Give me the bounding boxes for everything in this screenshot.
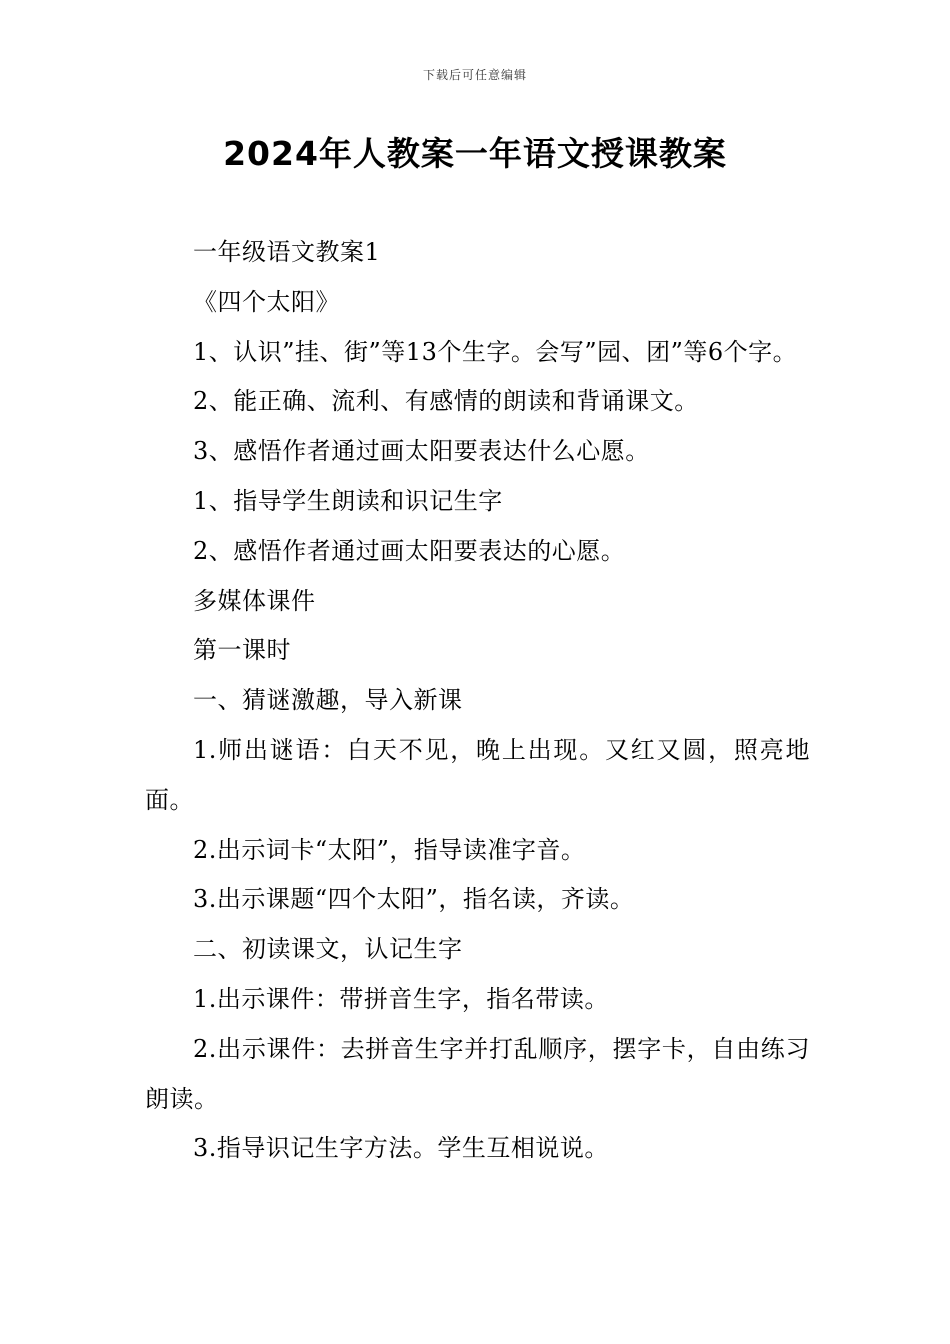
paragraph: 二、初读课文，认记生字: [193, 935, 463, 964]
paragraph: 1.师出谜语：白天不见，晚上出现。又红又圆，照亮地面。: [145, 735, 810, 814]
paragraph: 1、指导学生朗读和识记生字: [193, 486, 503, 515]
paragraph: 2.出示课件：去拼音生字并打乱顺序，摆字卡，自由练习朗读。: [145, 1034, 810, 1113]
paragraph: 一、猜谜激趣，导入新课: [193, 686, 463, 715]
paragraph: 1.出示课件：带拼音生字，指名带读。: [193, 984, 609, 1013]
paragraph: 多媒体课件: [193, 586, 316, 615]
paragraph: 1、认识”挂、街”等13个生字。会写”园、团”等6个字。: [193, 337, 798, 366]
paragraph: 3.指导识记生字方法。学生互相说说。: [193, 1134, 609, 1163]
paragraph: 3.出示课题“四个太阳”，指名读，齐读。: [193, 885, 635, 914]
paragraph: 2、感悟作者通过画太阳要表达的心愿。: [193, 536, 626, 565]
paragraph: 一年级语文教案1: [193, 238, 381, 266]
paragraph: 第一课时: [193, 636, 291, 665]
document-title: 2024年人教案一年语文授课教案: [223, 134, 727, 173]
paragraph: 2、能正确、流利、有感情的朗读和背诵课文。: [193, 387, 699, 416]
document-body: [145, 228, 810, 1174]
paragraph: 2.出示词卡“太阳”，指导读准字音。: [193, 835, 586, 864]
paragraph: 3、感悟作者通过画太阳要表达什么心愿。: [193, 437, 650, 466]
paragraph: 《四个太阳》: [193, 287, 340, 316]
header-note: 下载后可任意编辑: [422, 68, 527, 82]
